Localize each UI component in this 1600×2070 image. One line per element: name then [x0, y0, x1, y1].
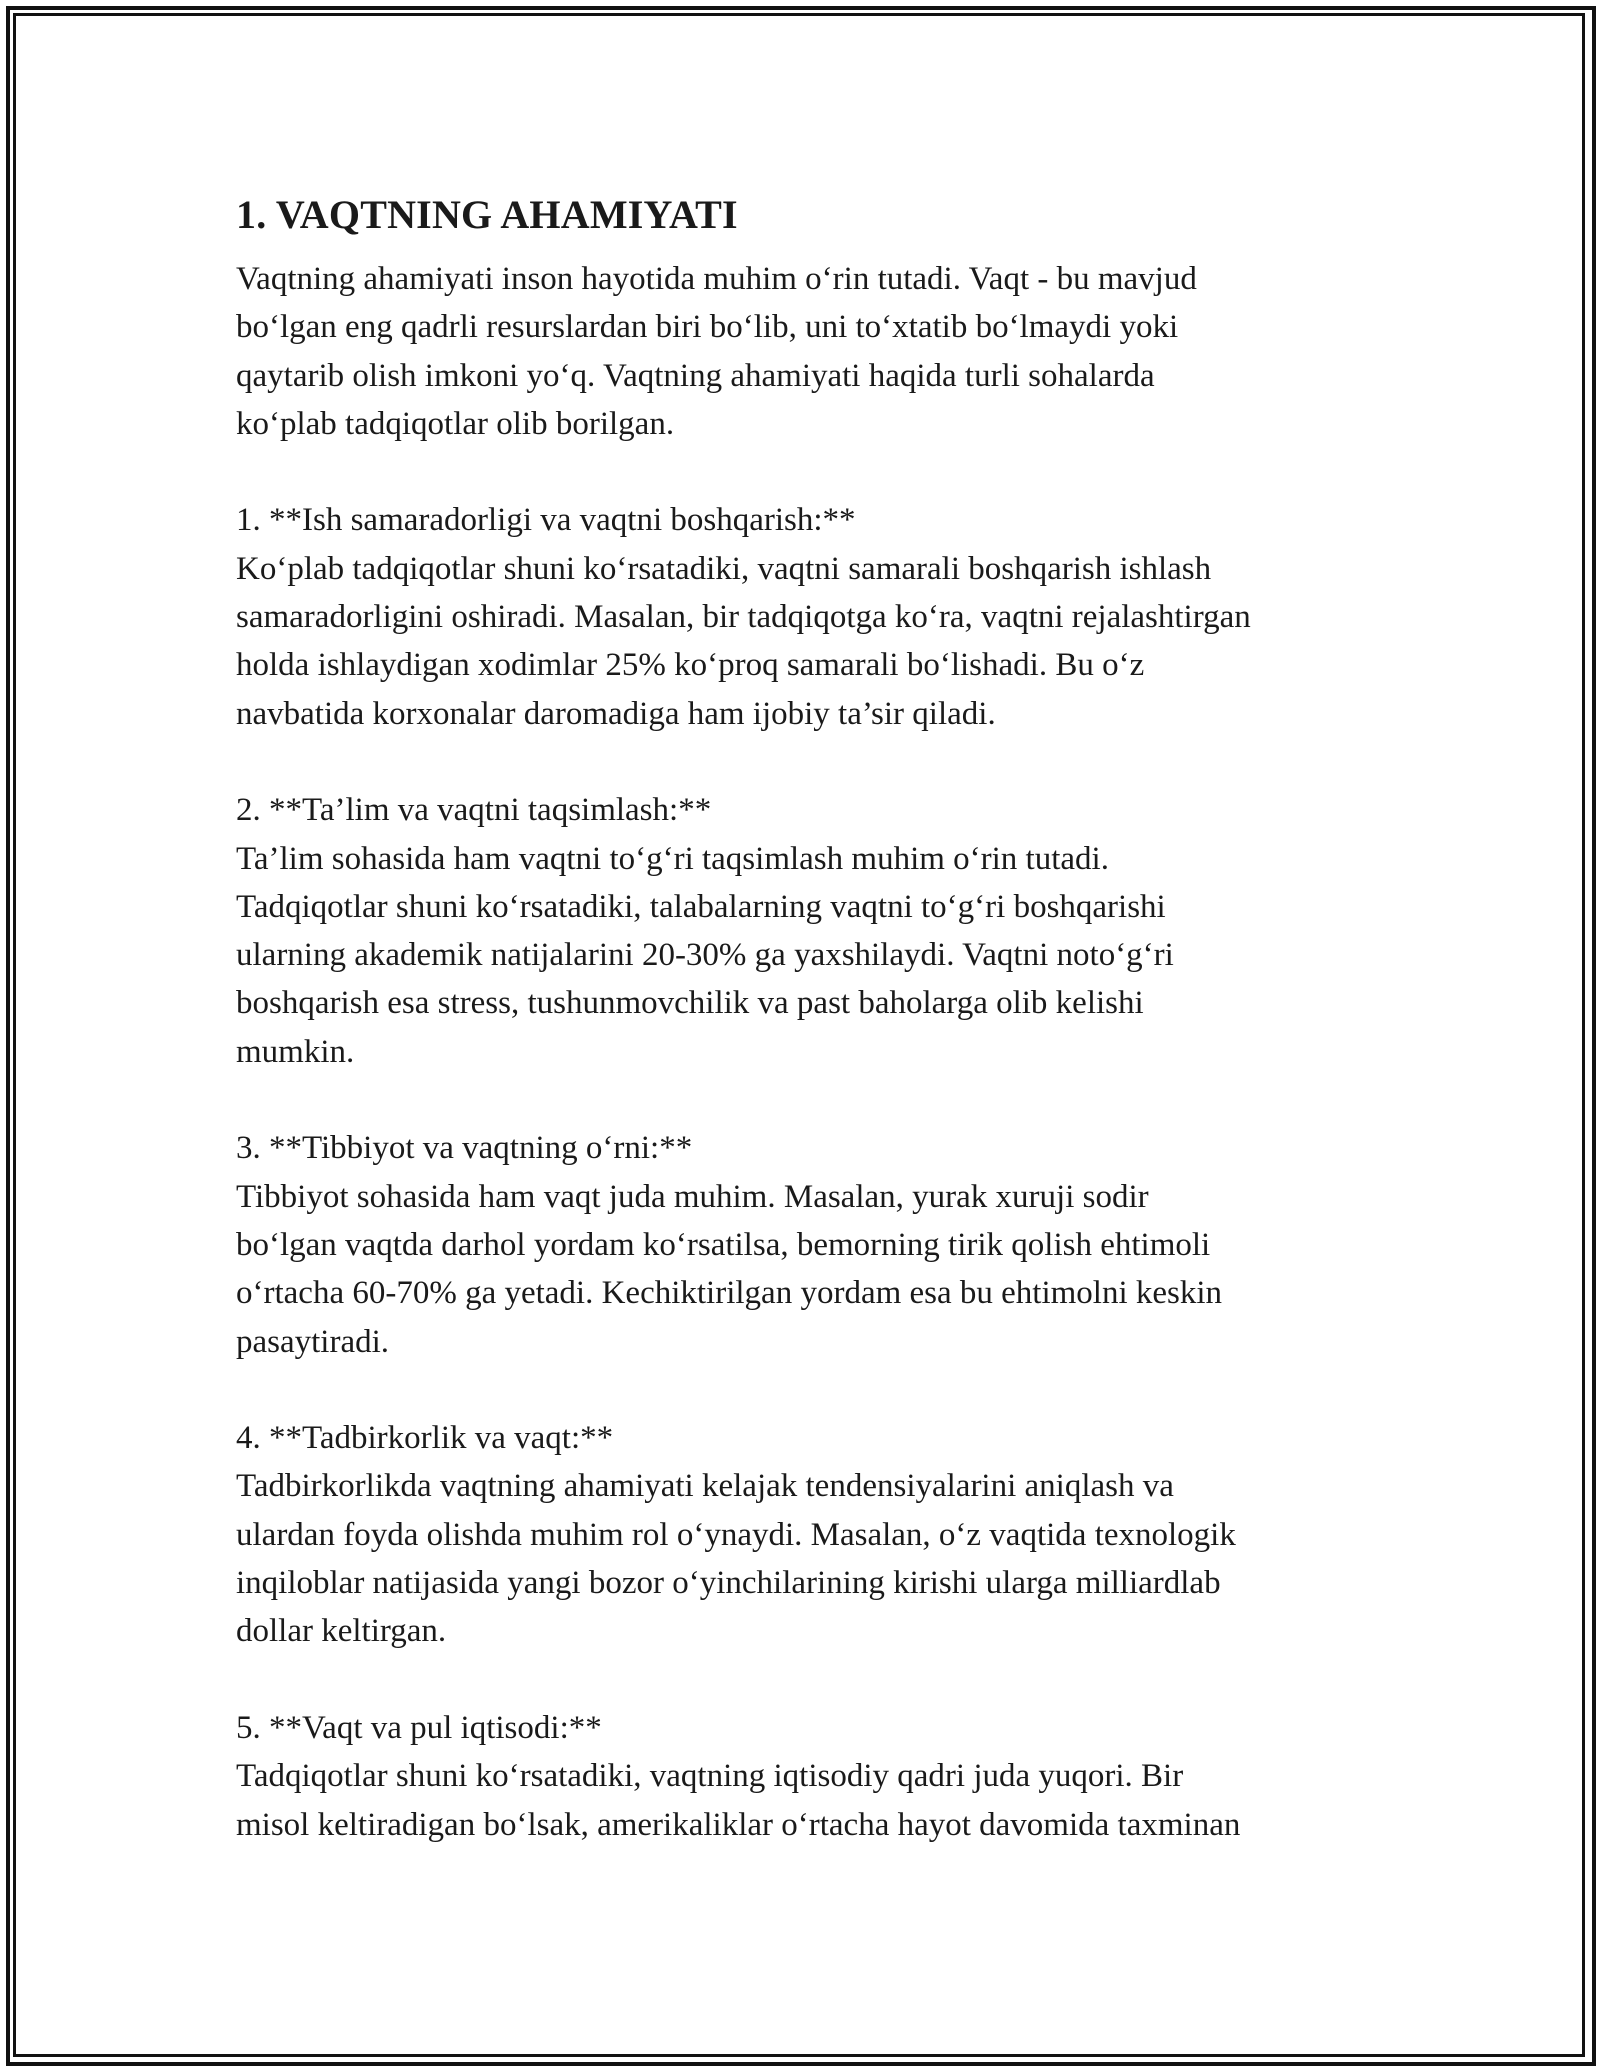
document-body: [236, 183, 1386, 1849]
section-heading: 1. **Ish samaradorligi va vaqtni boshqarish:**: [236, 502, 856, 539]
section-body: Tibbiyot sohasida ham vaqt juda muhim. Masalan, yurak xuruji sodir bo‘lgan vaqtda darhol yordam ko‘rsatilsa, bemorning tirik qolish ehtimoli o‘rtacha 60-70% ga yetadi. Kechiktirilgan yordam esa bu ehtimolni keskin pasaytiradi.: [236, 1178, 1223, 1360]
section-body: Ko‘plab tadqiqotlar shuni ko‘rsatadiki, vaqtni samarali boshqarish ishlash samaradorligini oshiradi. Masalan, bir tadqiqotga ko‘ra, vaqtni rejalashtirgan holda ishlaydigan xodimlar 25% ko‘proq samarali bo‘lishadi. Bu o‘z navbatida korxonalar daromadiga ham ijobiy ta’sir qiladi.: [236, 550, 1251, 732]
spacer: [236, 1366, 1386, 1414]
document-title: 1. VAQTNING AHAMIYATI: [236, 192, 738, 237]
section-body: Tadbirkorlikda vaqtning ahamiyati kelajak tendensiyalarini aniqlash va ulardan foyda olishda muhim rol o‘ynaydi. Masalan, o‘z vaqtida texnologik inqiloblar natijasida yangi bozor o‘yinchilarining kirishi ularga milliardlab dollar keltirgan.: [236, 1468, 1236, 1650]
spacer: [236, 448, 1386, 496]
intro-paragraph: Vaqtning ahamiyati inson hayotida muhim o‘rin tutadi. Vaqt - bu mavjud bo‘lgan eng qadrli resurslardan biri bo‘lib, uni to‘xtatib bo‘lmaydi yoki qaytarib olish imkoni yo‘q. Vaqtning ahamiyati haqida turli sohalarda ko‘plab tadqiqotlar olib borilgan.: [236, 261, 1197, 442]
section-heading: 3. **Tibbiyot va vaqtning o‘rni:**: [236, 1130, 693, 1167]
spacer: [236, 1656, 1386, 1704]
section-heading: 5. **Vaqt va pul iqtisodi:**: [236, 1709, 602, 1746]
spacer: [236, 1076, 1386, 1124]
section-heading: 2. **Ta’lim va vaqtni taqsimlash:**: [236, 792, 712, 829]
spacer: [236, 738, 1386, 786]
section-body: Tadqiqotlar shuni ko‘rsatadiki, vaqtning iqtisodiy qadri juda yuqori. Bir misol keltiradigan bo‘lsak, amerikaliklar o‘rtacha hayot davomida taxminan: [236, 1758, 1241, 1843]
section-body: Ta’lim sohasida ham vaqtni to‘g‘ri taqsimlash muhim o‘rin tutadi. Tadqiqotlar shuni ko‘rsatadiki, talabalarning vaqtni to‘g‘ri boshqarishi ularning akademik natijalarini 20-30% ga yaxshilaydi. Vaqtni noto‘g‘ri boshqarish esa stress, tushunmovchilik va past baholarga olib kelishi mumkin.: [236, 840, 1174, 1070]
section-heading: 4. **Tadbirkorlik va vaqt:**: [236, 1420, 614, 1457]
